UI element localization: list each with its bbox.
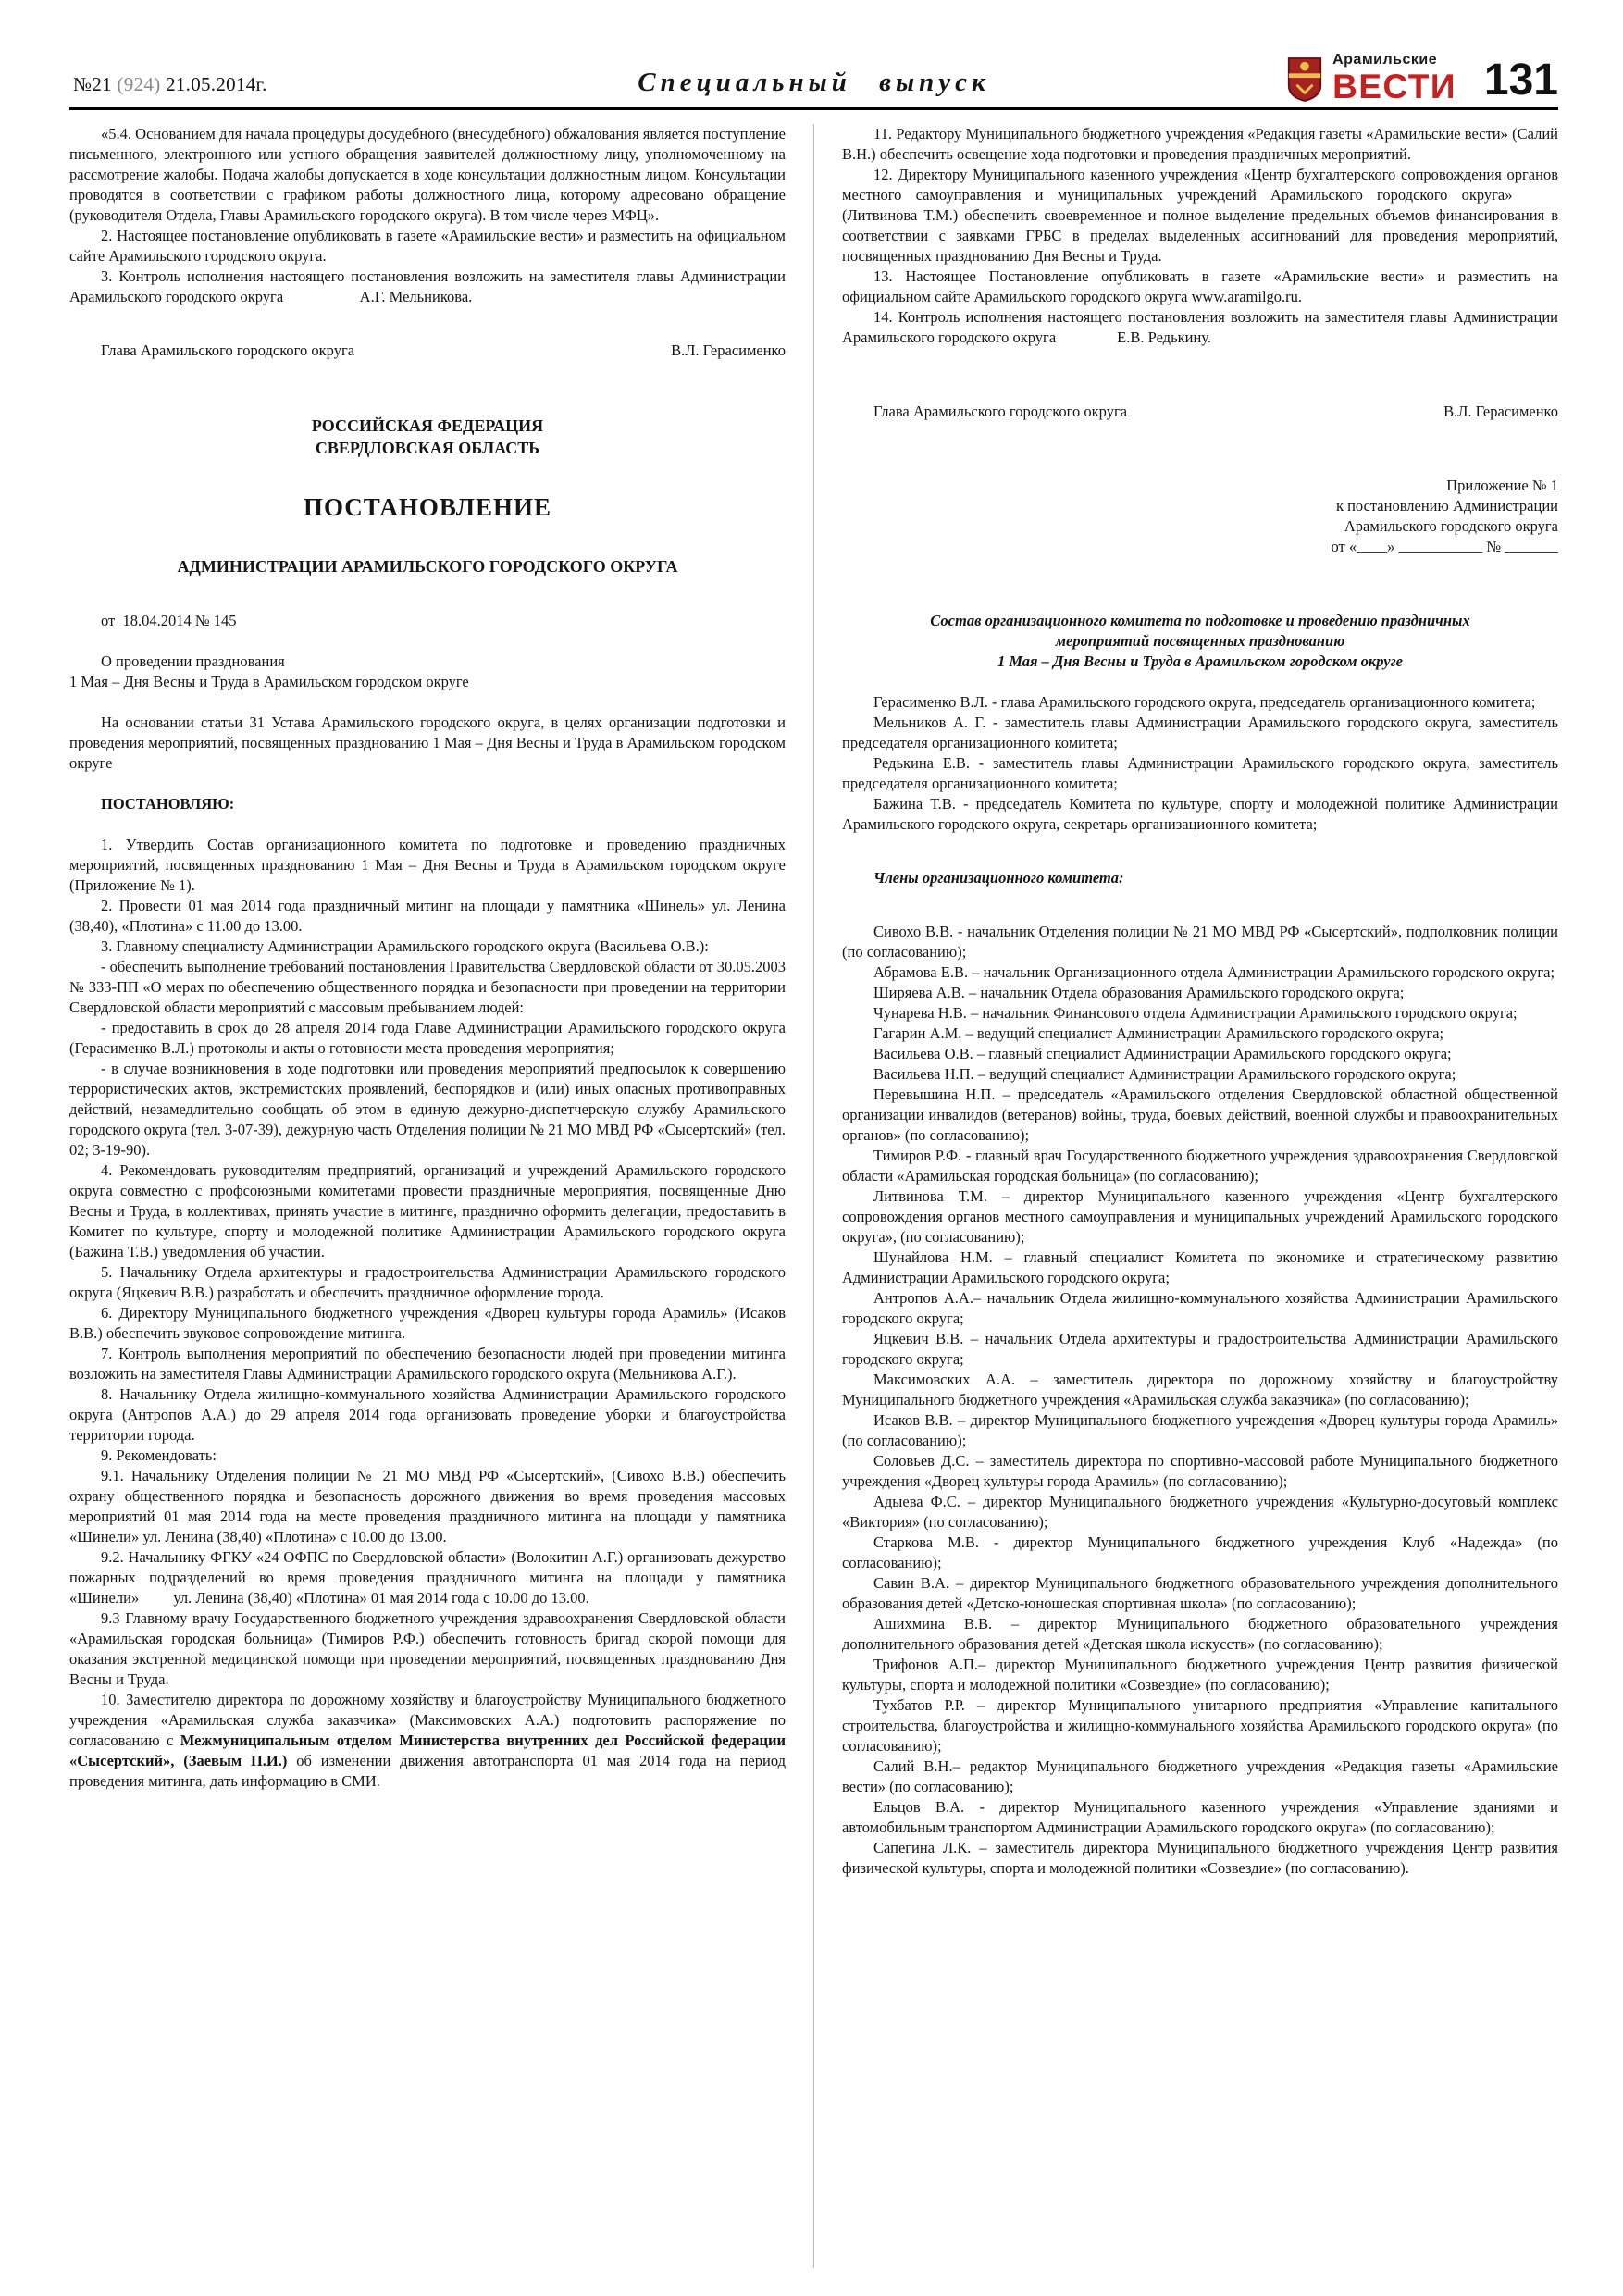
committee-member: Ельцов В.А. - директор Муниципального казенного учреждения «Управление зданиями и автомобильным транспортом Администрации Арамильского городского округа» (по согласованию); [842,1798,1558,1836]
left-column [69,124,786,2268]
signature-role: Глава Арамильского городского округа [101,341,355,359]
gazette-brand [1285,53,1456,104]
signature-line [69,341,786,361]
resolution-item-9-2: 9.2. Начальнику ФГКУ «24 ОФПС по Свердловской области» (Волокитин А.Г.) организовать дежурство пожарных подразделений во время проведения праздничного митинга на площади у памятника «Шинели» ул. Ленина (38,40) «Плотина» 01 мая 2014 года с 10.00 до 13.00. [69,1548,786,1607]
resolution-date-number: от_18.04.2014 № 145 [101,612,237,629]
committee-member: Шунайлова Н.М. – главный специалист Комитета по экономике и стратегическому развитию Администрации Арамильского городского округа; [842,1248,1558,1286]
committee-member: Перевышина Н.П. – председатель «Арамильского отделения Свердловской областной общественной организации инвалидов (ветеранов) войны, труда, боевых действий, военной службы и правоохранительных органов» (по согласованию); [842,1086,1558,1144]
committee-member: Васильева О.В. – главный специалист Администрации Арамильского городского округа; [873,1045,1452,1062]
column-divider [813,124,814,2268]
committee-member: Абрамова Е.В. – начальник Организационного отдела Администрации Арамильского городского округа; [873,963,1555,981]
resolution-item-6: 6. Директору Муниципального бюджетного учреждения «Дворец культуры города Арамиль» (Исаков В.В.) обеспечить звуковое сопровождение митинга. [69,1304,786,1342]
resolution-item-14: 14. Контроль исполнения настоящего постановления возложить на заместителя главы Администрации Арамильского городского округа Е.В. Редькину. [842,308,1558,346]
resolution-item-1: 1. Утвердить Состав организационного комитета по подготовке и проведению праздничных мероприятий, посвященных празднованию 1 Мая – Дня Весны и Труда в Арамильском городском округе (Приложение № 1). [69,836,786,894]
committee-member: Редькина Е.В. - заместитель главы Администрации Арамильского городского округа, заместитель председателя организационного комитета; [842,754,1558,792]
committee-member: Яцкевич В.В. – начальник Отдела архитектуры и градостроительства Администрации Арамильского городского округа; [842,1330,1558,1368]
appeal-procedure-paragraph: «5.4. Основанием для начала процедуры досудебного (внесудебного) обжалования является поступление письменного, электронного или устного обращения заявителей должностному лицу, уполномоченному на рассмотрение жалобы. Подача жалобы допускается в ходе консультации должностным лицом. Консультации проводятся в соответствии с графиком работы должностного лица, которому адресовано обращение (руководителя Отдела, Главы Арамильского городского округа). В том числе через МФЦ». [69,125,786,224]
committee-member: Салий В.Н.– редактор Муниципального бюджетного учреждения «Редакция газеты «Арамильские вести» (по согласованию); [842,1757,1558,1795]
special-issue-title: Специальный выпуск [638,68,990,97]
committee-member: Трифонов А.П.– директор Муниципального бюджетного учреждения Центр развития физической культуры, спорта и молодежной политики «Созвездие» (по согласованию); [842,1656,1558,1694]
country-region-heading: РОССИЙСКАЯ ФЕДЕРАЦИЯ СВЕРДЛОВСКАЯ ОБЛАСТЬ [311,416,544,457]
signature-line [842,402,1558,422]
bold-text: Межмуниципальным отделом Министерства внутренних дел Российской федерации «Сысертский», (Заевым П.И.) [69,1731,786,1769]
committee-member: Соловьев Д.С. – заместитель директора по спортивно-массовой работе Муниципального бюджетного учреждения «Дворец культуры города Арамиль» (по согласованию); [842,1452,1558,1490]
committee-member: Чунарева Н.В. – начальник Финансового отдела Администрации Арамильского городского округа; [873,1004,1518,1022]
resolution-item-12: 12. Директору Муниципального казенного учреждения «Центр бухгалтерского сопровождения органов местного самоуправления и муниципальных учреждений Арамильского городского округа» (Литвинова Т.М.) обеспечить своевременное и полное выделение предельных объемов финансирования в соответствии с заявками ГРБС в пределах выделенных ассигнований для проведения мероприятий, посвященных празднованию Дня Весны и Труда. [842,166,1558,265]
gazette-crest-icon [1285,56,1324,104]
issue-number: №21 [73,73,112,95]
signature-name: В.Л. Герасименко [1443,403,1558,420]
committee-member: Старкова М.В. - директор Муниципального бюджетного учреждения Клуб «Надежда» (по согласованию); [842,1533,1558,1571]
committee-member: Адыева Ф.С. – директор Муниципального бюджетного учреждения «Культурно-досуговый комплекс «Виктория» (по согласованию); [842,1493,1558,1531]
control-item: 3. Контроль исполнения настоящего постановления возложить на заместителя главы Администрации Арамильского городского округа А.Г. Мельникова. [69,267,786,305]
committee-member: Тимиров Р.Ф. - главный врач Государственного бюджетного учреждения здравоохранения Свердловской области «Арамильская городская больница» (по согласованию); [842,1147,1558,1185]
committee-member: Савин В.А. – директор Муниципального бюджетного образовательного учреждения дополнительного образования детей «Детско-юношеская спортивная школа» (по согласованию); [842,1574,1558,1612]
content-area [69,124,1558,2268]
publish-item: 2. Настоящее постановление опубликовать в газете «Арамильские вести» и разместить на официальном сайте Арамильского городского округа. [69,227,786,265]
resolution-item-9-3: 9.3 Главному врачу Государственного бюджетного учреждения здравоохранения Свердловской области «Арамильская городская больница» (Тимиров Р.Ф.) обеспечить готовность бригад скорой помощи для оказания экстренной медицинской помощи при проведении мероприятий, посвященных празднованию Дня Весны и Труда. [69,1609,786,1688]
resolution-item-7: 7. Контроль выполнения мероприятий по обеспечению безопасности людей при проведении митинга возложить на заместителя Главы Администрации Арамильского городского округа (Мельникова А.Г.). [69,1345,786,1383]
right-column [842,124,1558,2268]
resolution-item-5: 5. Начальнику Отдела архитектуры и градостроительства Администрации Арамильского городского округа (Яцкевич В.В.) разработать и обеспечить праздничное оформление города. [69,1263,786,1301]
postanovlyayu-heading: ПОСТАНОВЛЯЮ: [101,795,235,813]
appendix-reference: Приложение № 1 к постановлению Администрации Арамильского городского округа от «____» ___________ № _______ [1331,477,1558,555]
resolution-item-8: 8. Начальнику Отдела жилищно-коммунального хозяйства Администрации Арамильского городского округа (Антропов А.А.) до 29 апреля 2014 года организовать проведение уборки и благоустройства территории города. [69,1385,786,1444]
resolution-subject: О проведении празднования 1 Мая – Дня Весны и Труда в Арамильском городском округе [69,652,469,690]
administration-heading: АДМИНИСТРАЦИИ АРАМИЛЬСКОГО ГОРОДСКОГО ОКРУГА [177,557,678,576]
issue-edition: (924) [117,73,161,95]
resolution-item-9: 9. Рекомендовать: [101,1446,217,1464]
members-heading: Члены организационного комитета: [873,869,1124,887]
resolution-item-3-dash-3: - в случае возникновения в ходе подготовки или проведения мероприятий предпосылок к совершению террористических актов, экстремистских проявлений, беспорядков и (или) иных опасных противоправных действий, незамедлительно сообщать об этом в единую дежурно-диспетчерскую службу Арамильского городского округа (тел. 3-07-39), дежурную часть Отделения полиции № 21 МО МВД РФ «Сысертский» (тел. 02; 3-19-90). [69,1060,786,1159]
resolution-item-4: 4. Рекомендовать руководителям предприятий, организаций и учреждений Арамильского городского округа совместно с профсоюзными комитетами провести праздничные мероприятия, посвященные Дню Весны и Труда, в коллективах, принять участие в митинге, празднично оформить делегации, предоставить в Комитет по культуре, спорту и молодежной политике Администрации Арамильского городского округа (Бажина Т.В.) уведомления об участии. [69,1161,786,1260]
signature-name: В.Л. Герасименко [671,341,786,359]
committee-member: Сивохо В.В. - начальник Отделения полиции № 21 МО МВД РФ «Сысертский», подполковник полиции (по согласованию); [842,923,1558,961]
committee-member: Ашихмина В.В. – директор Муниципального бюджетного образовательного учреждения дополнительного образования детей «Детская школа искусств» (по согласованию); [842,1615,1558,1653]
committee-member: Гагарин А.М. – ведущий специалист Администрации Арамильского городского округа; [873,1024,1444,1042]
appendix-heading: Состав организационного комитета по подготовке и проведению праздничных мероприятий посвященных празднованию 1 Мая – Дня Весны и Труда в Арамильском городском округе [930,612,1470,670]
brand-text [1332,53,1456,104]
resolution-item-9-1: 9.1. Начальнику Отделения полиции № 21 МО МВД РФ «Сысертский», (Сивохо В.В.) обеспечить охрану общественного порядка и безопасность дорожного движения во время проведения массовых мероприятий 01 мая 2014 года на месте проведения праздничного митинга на площади у памятника «Шинели» ул. Ленина (38,40) «Плотина» с 10.00 до 13.00. [69,1467,786,1545]
resolution-item-2: 2. Провести 01 мая 2014 года праздничный митинг на площади у памятника «Шинель» ул. Ленина (38,40), «Плотина» с 11.00 до 13.00. [69,897,786,935]
resolution-item-11: 11. Редактору Муниципального бюджетного учреждения «Редакция газеты «Арамильские вести» (Салий В.Н.) обеспечить освещение хода подготовки и проведения праздничных мероприятий. [842,125,1558,163]
committee-member: Мельников А. Г. - заместитель главы Администрации Арамильского городского округа, заместитель председателя организационного комитета; [842,714,1558,751]
resolution-item-13: 13. Настоящее Постановление опубликовать в газете «Арамильские вести» и разместить на официальном сайте Арамильского городского округа www.aramilgo.ru. [842,267,1558,305]
committee-member: Сапегина Л.К. – заместитель директора Муниципального бюджетного учреждения Центр развития физической культуры, спорта и молодежной политики «Созвездие» (по согласованию). [842,1839,1558,1877]
committee-member: Ширяева А.В. – начальник Отдела образования Арамильского городского округа; [873,984,1405,1001]
resolution-item-3-dash-2: - предоставить в срок до 28 апреля 2014 года Главе Администрации Арамильского городского округа (Герасименко В.Л.) протоколы и акты о готовности места проведения мероприятия; [69,1019,786,1057]
page-number: 131 [1483,56,1558,105]
header-rule [69,107,1558,110]
issue-date: 21.05.2014г. [166,73,267,95]
committee-member: Литвинова Т.М. – директор Муниципального казенного учреждения «Центр бухгалтерского сопровождения органов местного самоуправления и муниципальных учреждений Арамильского городского округа», (по согласованию); [842,1187,1558,1246]
committee-member: Бажина Т.В. - председатель Комитета по культуре, спорту и молодежной политике Администрации Арамильского городского округа, секретарь организационного комитета; [842,795,1558,833]
committee-member: Герасименко В.Л. - глава Арамильского городского округа, председатель организационного комитета; [873,693,1536,711]
resolution-title: ПОСТАНОВЛЕНИЕ [303,493,552,521]
brand-name-top: Арамильские [1332,52,1438,68]
resolution-item-10: 10. Заместителю директора по дорожному хозяйству и благоустройству Муниципального бюджетного учреждения «Арамильская служба заказчика» (Максимовских А.А.) подготовить распоряжение по согласованию с Межмуниципальным отделом Министерства внутренних дел Российской федерации «Сысертский», (Заевым П.И.) об изменении движения автотранспорта 01 мая 2014 года на период проведения митинга, дать информацию в СМИ. [69,1691,786,1790]
page-header [69,46,1558,104]
committee-member: Максимовских А.А. – заместитель директора по дорожному хозяйству и благоустройству Муниципального бюджетного учреждения «Арамильская служба заказчика» (по согласованию); [842,1371,1558,1409]
committee-member: Антропов А.А.– начальник Отдела жилищно-коммунального хозяйства Администрации Арамильского городского округа; [842,1289,1558,1327]
resolution-item-3-dash-1: - обеспечить выполнение требований постановления Правительства Свердловской области от 30.05.2003 № 333-ПП «О мерах по обеспечению общественного порядка и безопасности при проведении на территории Свердловской области мероприятий с массовым пребыванием людей: [69,958,786,1016]
committee-member: Тухбатов Р.Р. – директор Муниципального унитарного предприятия «Управление капитального строительства, благоустройства и жилищно-коммунального хозяйства Арамильского городского округа» (по согласованию); [842,1696,1558,1755]
signature-role: Глава Арамильского городского округа [873,403,1128,420]
brand-name-main: ВЕСТИ [1332,68,1456,105]
resolution-basis: На основании статьи 31 Устава Арамильского городского округа, в целях организации подготовки и проведения мероприятий, посвященных празднованию 1 Мая – Дня Весны и Труда в Арамильском городском округе [69,714,786,772]
committee-member: Исаков В.В. – директор Муниципального бюджетного учреждения «Дворец культуры города Арамиль» (по согласованию); [842,1411,1558,1449]
resolution-item-3: 3. Главному специалисту Администрации Арамильского городского округа (Васильева О.В.): [101,937,709,955]
committee-member: Васильева Н.П. – ведущий специалист Администрации Арамильского городского округа; [873,1065,1456,1083]
